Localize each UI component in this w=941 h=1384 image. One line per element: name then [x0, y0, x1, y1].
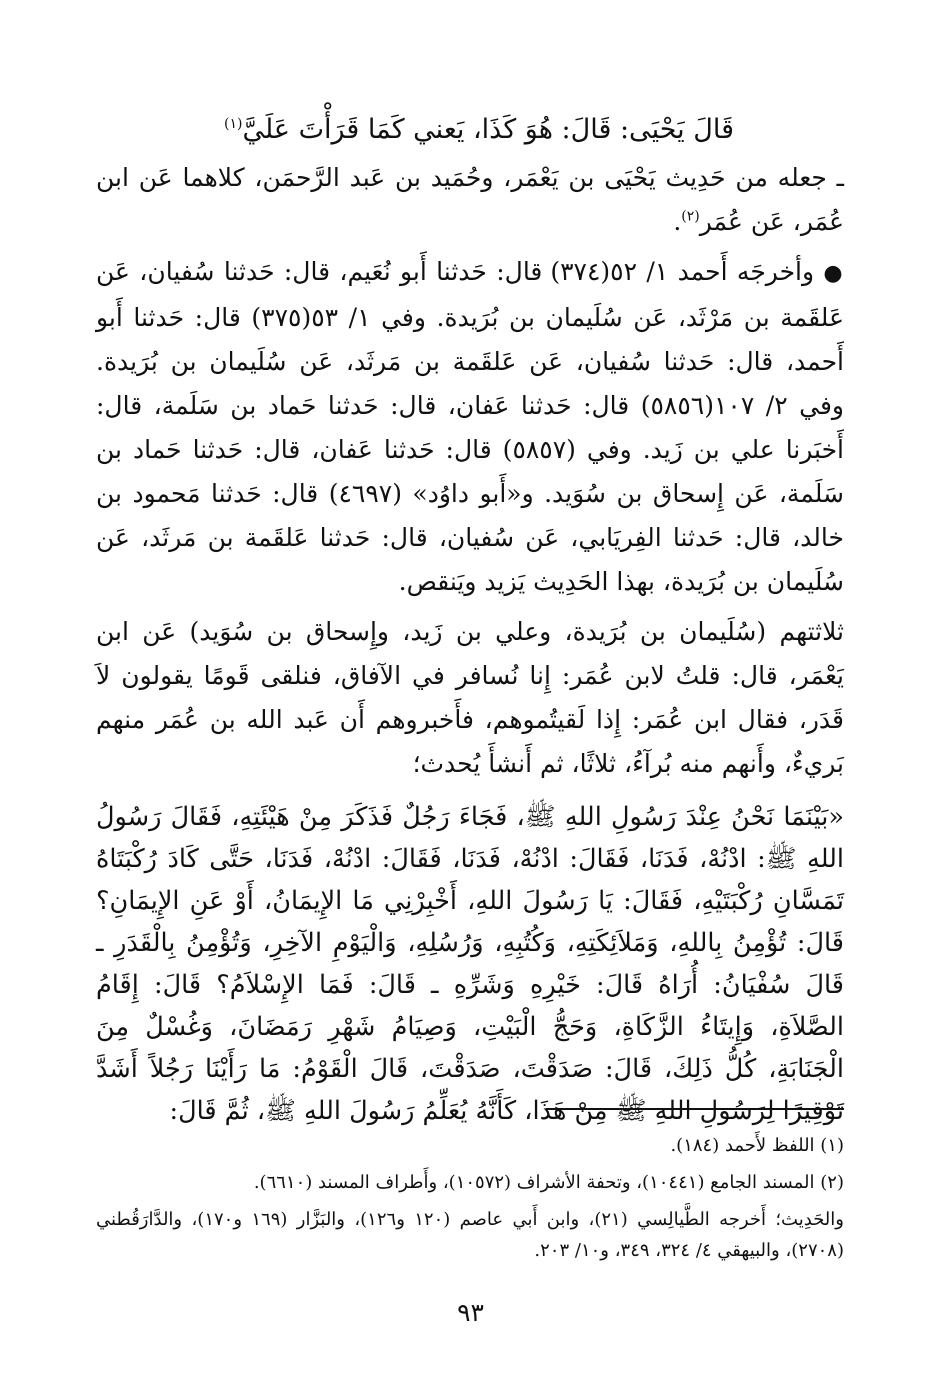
- paragraph-1-text: ـ جعله من حَدِيث يَحْيَى بن يَعْمَر، وحُمَيد بن عَبد الرَّحمَن، كلاهما عَن ابن عُمَر، عَن عُمَر: [96, 163, 844, 236]
- paragraph-2-text: وأخرجَه أَحمد ١/ ٥٢(٣٧٤) قال: حَدثنا أَبو نُعَيم، قال: حَدثنا سُفيان، عَن عَلقَمة بن مَرْثَد، عَن سُلَيمان بن بُرَيدة. وفي ١/ ٥٣(٣٧٥) قال: حَدثنا أَبو أَحمد، قال: حَدثنا سُفيان، عَن عَلقَمة بن مَرثَد، عَن سُلَيمان بن بُرَيدة. وفي ٢/ ١٠٧(٥٨٥٦) قال: حَدثنا عَفان، قال: حَدثنا حَماد بن سَلَمة، قال: أَخبَرنا علي بن زَيد. وفي (٥٨٥٧) قال: حَدثنا عَفان، قال: حَدثنا حَماد بن سَلَمة، عَن إِسحاق بن سُوَيد. و«أَبو داوُد» (٤٦٩٧) قال: حَدثنا مَحمود بن خالد، قال: حَدثنا الفِريَابي، عَن سُفيان، قال: حَدثنا عَلقَمة بن مَرثَد، عَن سُلَيمان بن بُرَيدة، بهذا الحَدِيث يَزيد ويَنقص.: [96, 257, 845, 596]
- footnote-divider: [546, 1108, 844, 1110]
- bullet-icon: ●: [823, 261, 845, 286]
- hadith-text: «بَيْنَمَا نَحْنُ عِنْدَ رَسُولِ اللهِ ﷺ، فَجَاءَ رَجُلٌ فَذَكَرَ مِنْ هَيْئَتِهِ، فَقَالَ رَسُولُ اللهِ ﷺ: ادْنُهْ، فَدَنَا، فَقَالَ: ادْنُهْ، فَدَنَا، فَقَالَ: ادْنُهْ، فَدَنَا، حَتَّى كَادَ رُكْبَتَاهُ تَمَسَّانِ رُكْبَتَيْهِ، فَقَالَ: يَا رَسُولَ اللهِ، أَخْبِرْنِي مَا الإِيمَانُ، أَوْ عَنِ الإِيمَانِ؟ قَالَ: تُؤْمِنُ بِاللهِ، وَمَلاَئِكَتِهِ، وَكُتُبِهِ، وَرُسُلِهِ، وَالْيَوْمِ الآخِرِ، وَتُؤْمِنُ بِالْقَدَرِ ـ قَالَ سُفْيَانُ: أُرَاهُ قَالَ: خَيْرِهِ وَشَرِّهِ ـ قَالَ: فَمَا الإِسْلاَمُ؟ قَالَ: إِقَامُ الصَّلاَةِ، وَإِيتَاءُ الزَّكَاةِ، وَحَجُّ الْبَيْتِ، وَصِيَامُ شَهْرِ رَمَضَانَ، وَغُسْلٌ مِنَ الْجَنَابَةِ، كُلُّ ذَلِكَ، قَالَ: صَدَقْتَ، صَدَقْتَ، قَالَ الْقَوْمُ: مَا رَأَيْنَا رَجُلاً أَشَدَّ تَوْقِيرًا لِرَسُولِ اللهِ ﷺ مِنْ هَذَا، كَأَنَّهُ يُعَلِّمُ رَسُولَ اللهِ ﷺ، ثُمَّ قَالَ:: [96, 802, 844, 1126]
- paragraph-3: ثلاثتهم (سُلَيمان بن بُرَيدة، وعلي بن زَيد، وإِسحاق بن سُوَيد) عَن ابن يَعْمَر، قال: قلتُ لابن عُمَر: إِنا نُسافر في الآفاق، فنلقى قَومًا يقولون لاَ قَدَر، فقال ابن عُمَر: إِذا لَقيتُموهم، فأَخبروهم أَن عَبد الله بن عُمَر منهم بَريءٌ، وأَنهم منه بُرآءُ، ثلاثًا، ثم أَنشأَ يُحدث؛: [96, 617, 844, 778]
- footnote-3: والحَدِيث؛ أَخرجه الطَّيالِسي (٢١)، وابن أَبي عاصم (١٢٠ و١٢٦)، والبَزَّار (١٦٩ و١٧٠)، والدَّارَقُطني (٢٧٠٨)، والبيهقي ٤/ ٣٢٤، ٣٤٩، و١٠/ ٢٠٣.: [96, 1209, 844, 1261]
- footnote-ref-1: (١): [223, 116, 243, 132]
- footnotes: [96, 1130, 844, 1272]
- page: [96, 108, 844, 1338]
- paragraph-1: ـ جعله من حَدِيث يَحْيَى بن يَعْمَر، وحُمَيد بن عَبد الرَّحمَن، كلاهما عَن ابن عُمَر، عَن عُمَر$^{(٢)}$.: [96, 163, 844, 236]
- main-text: [96, 108, 844, 1132]
- lead-line: [96, 108, 844, 152]
- lead-text: قَالَ يَحْيَى: قَالَ: هُوَ كَذَا، يَعني كَمَا قَرَأْتَ عَلَيَّ: [242, 114, 734, 145]
- footnote-2: (٢) المسند الجامع (١٠٤٤١)، وتحفة الأشراف (١٠٥٧٢)، وأَطراف المسند (٦٦١٠).: [253, 1172, 844, 1193]
- paragraph-2: [96, 250, 844, 604]
- footnote-ref-2: (٢): [681, 208, 700, 225]
- footnote-1: (١) اللفظ لأَحمد (١٨٤).: [670, 1135, 844, 1156]
- page-number: ٩٣: [457, 1298, 484, 1327]
